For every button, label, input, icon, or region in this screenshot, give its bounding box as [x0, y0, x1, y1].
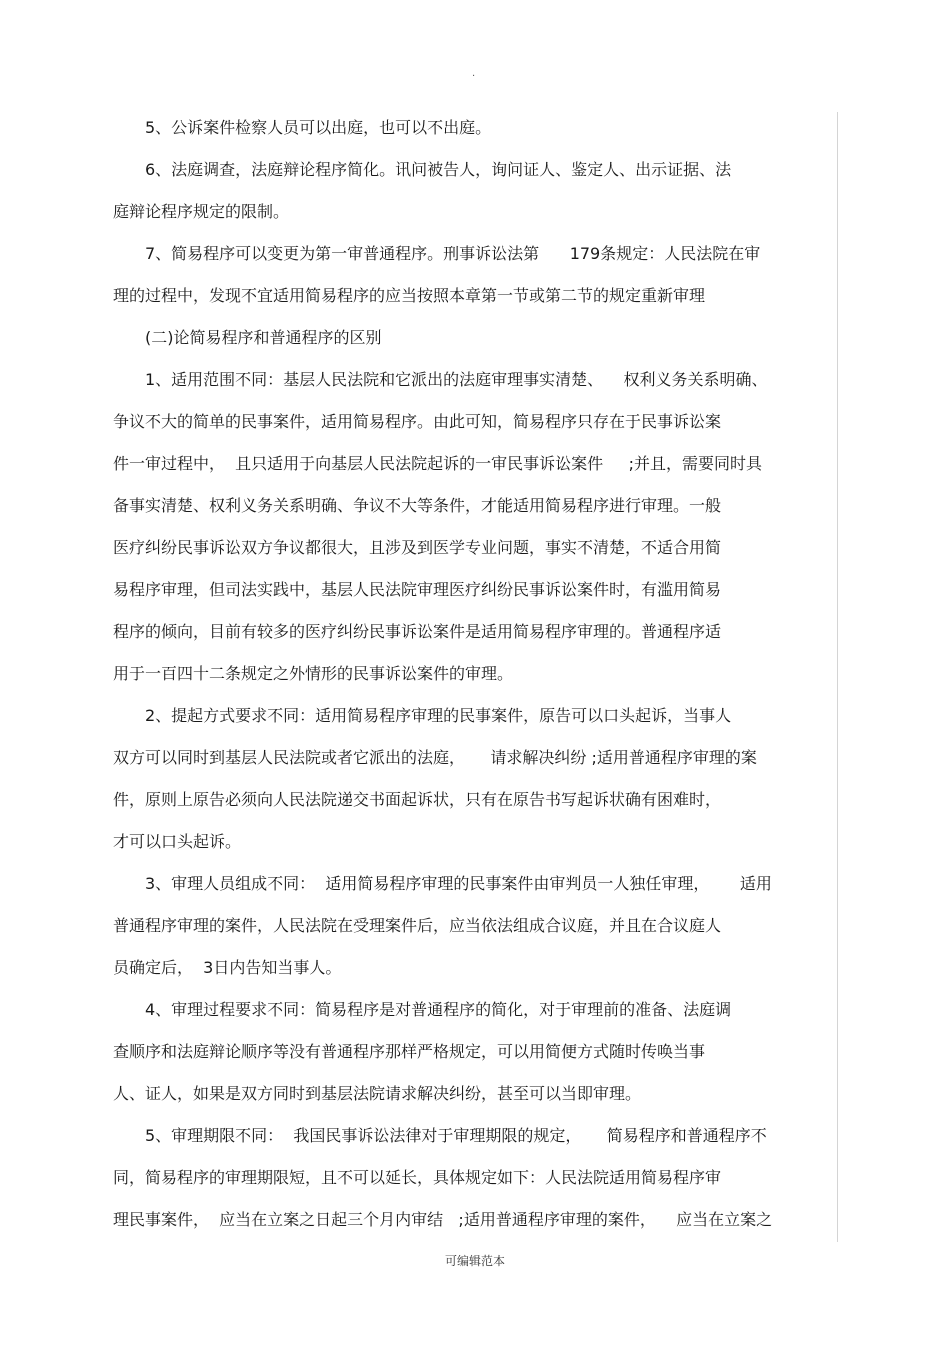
text-line: 争议不大的简单的民事案件，适用简易程序。由此可知，简易程序只存在于民事诉讼案 [113, 412, 722, 431]
text-line: 才可以口头起诉。 [113, 832, 242, 851]
text-line: 理民事案件， 应当在立案之日起三个月内审结 ;适用普通程序审理的案件， 应当在立案之 [113, 1210, 773, 1229]
text-line: 庭辩论程序规定的限制。 [113, 202, 290, 221]
page-footer: 可编辑范本 [444, 1254, 505, 1268]
text-line: 查顺序和法庭辩论顺序等没有普通程序那样严格规定，可以用简便方式随时传唤当事 [113, 1042, 706, 1061]
text-line: 员确定后， 3日内告知当事人。 [113, 958, 342, 977]
text-line: 2、提起方式要求不同：适用简易程序审理的民事案件，原告可以口头起诉，当事人 [145, 706, 732, 725]
header-mark: . [472, 68, 476, 79]
text-line: 6、法庭调查，法庭辩论程序简化。讯问被告人，询问证人、鉴定人、出示证据、法 [145, 160, 732, 179]
text-line: 5、公诉案件检察人员可以出庭，也可以不出庭。 [145, 118, 492, 137]
text-line: 5、审理期限不同： 我国民事诉讼法律对于审理期限的规定， 简易程序和普通程序不 [145, 1126, 767, 1145]
margin-rule [837, 112, 838, 1242]
text-line: 双方可以同时到基层人民法院或者它派出的法庭， 请求解决纠纷 ;适用普通程序审理的案 [113, 748, 757, 767]
text-line: 理的过程中，发现不宜适用简易程序的应当按照本章第一节或第二节的规定重新审理 [113, 286, 706, 305]
text-line: 用于一百四十二条规定之外情形的民事诉讼案件的审理。 [113, 664, 514, 683]
text-line: 件，原则上原告必须向人民法院递交书面起诉状，只有在原告书写起诉状确有困难时， [113, 790, 722, 809]
section-heading: (二)论简易程序和普通程序的区别 [145, 328, 382, 347]
text-line: 件一审过程中， 且只适用于向基层人民法院起诉的一审民事诉讼案件 ;并且，需要同时具 [113, 454, 762, 473]
text-line: 人、证人，如果是双方同时到基层法院请求解决纠纷，甚至可以当即审理。 [113, 1084, 642, 1103]
text-line: 易程序审理，但司法实践中，基层人民法院审理医疗纠纷民事诉讼案件时，有滥用简易 [113, 580, 722, 599]
text-line: 3、审理人员组成不同： 适用简易程序审理的民事案件由审判员一人独任审理， 适用 [145, 874, 772, 893]
text-line: 程序的倾向，目前有较多的医疗纠纷民事诉讼案件是适用简易程序审理的。普通程序适 [113, 622, 722, 641]
text-line: 备事实清楚、权利义务关系明确、争议不大等条件，才能适用简易程序进行审理。一般 [113, 496, 722, 515]
text-line: 普通程序审理的案件，人民法院在受理案件后，应当依法组成合议庭，并且在合议庭人 [113, 916, 722, 935]
text-line: 1、适用范围不同：基层人民法院和它派出的法庭审理事实清楚、 权利义务关系明确、 [145, 370, 768, 389]
text-line: 同，简易程序的审理期限短，且不可以延长，具体规定如下：人民法院适用简易程序审 [113, 1168, 722, 1187]
text-line: 4、审理过程要求不同：简易程序是对普通程序的简化，对于审理前的准备、法庭调 [145, 1000, 732, 1019]
text-line: 7、简易程序可以变更为第一审普通程序。刑事诉讼法第 179条规定：人民法院在审 [145, 244, 761, 263]
text-line: 医疗纠纷民事诉讼双方争议都很大，且涉及到医学专业问题，事实不清楚，不适合用简 [113, 538, 722, 557]
